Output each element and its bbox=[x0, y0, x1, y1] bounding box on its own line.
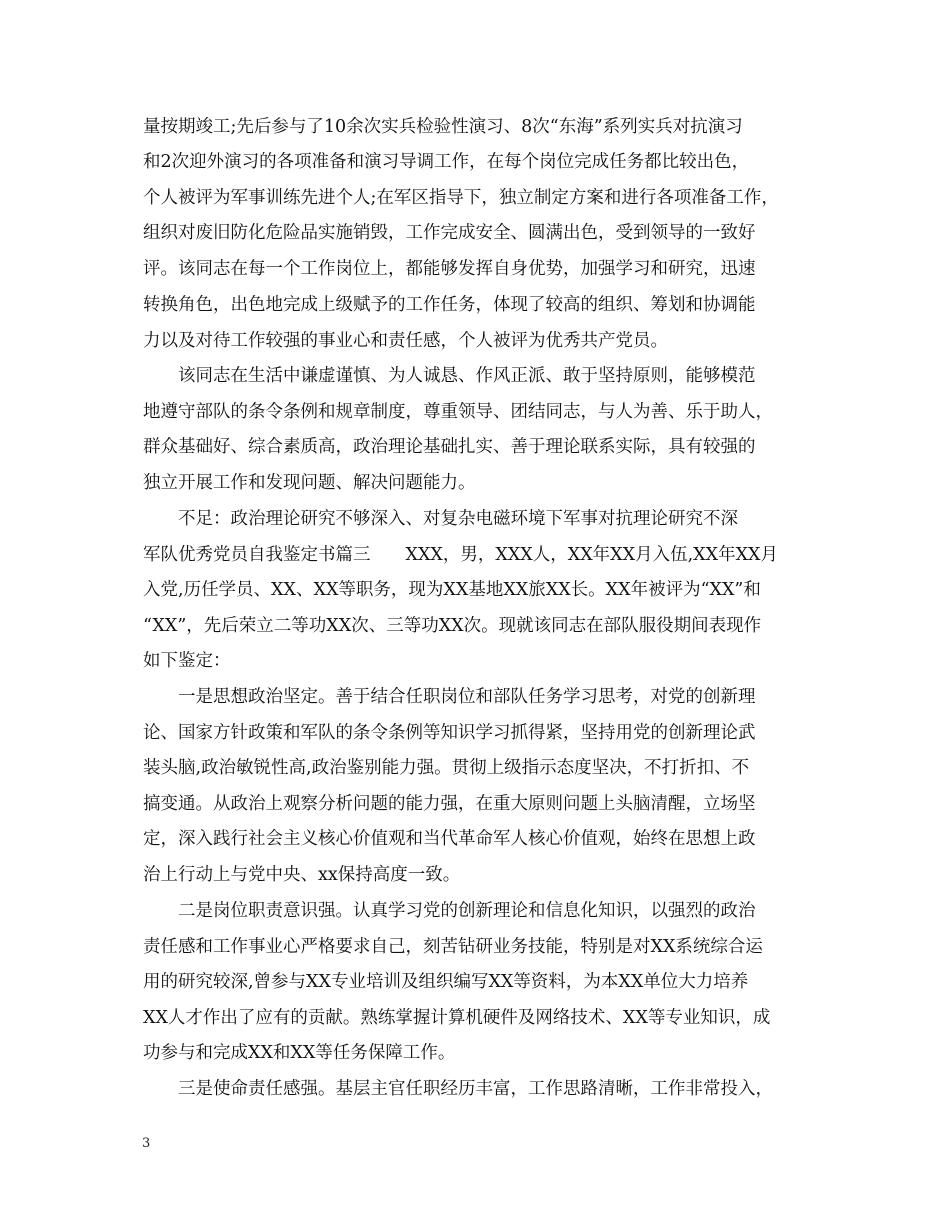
text-line: 治上行动上与党中央、xx保持高度一致。 bbox=[143, 865, 461, 885]
text-line: “XX”，先后荣立二等功XX次、三等功XX次。现就该同志在部队服役期间表现作 bbox=[143, 616, 762, 636]
text-line: 评。该同志在每一个工作岗位上，都能够发挥自身优势，加强学习和研究，迅速 bbox=[143, 259, 756, 279]
text-line: 定，深入践行社会主义核心价值观和当代革命军人核心价值观，始终在思想上政 bbox=[143, 829, 756, 849]
page-number: 3 bbox=[142, 1136, 151, 1151]
text-line: 地遵守部队的条令条例和规章制度，尊重领导、团结同志，与人为善、乐于助人， bbox=[143, 402, 773, 422]
paragraph-first-line: 二是岗位职责意识强。认真学习党的创新理论和信息化知识，以强烈的政治 bbox=[178, 901, 756, 921]
text-line: 独立开展工作和发现问题、解决问题能力。 bbox=[143, 473, 476, 493]
text-line: 量按期竣工;先后参与了10余次实兵检验性演习、8次“东海”系列实兵对抗演习 bbox=[143, 117, 743, 137]
text-line: 和2次迎外演习的各项准备和演习导调工作，在每个岗位完成任务都比较出色， bbox=[143, 152, 750, 172]
text-line: 入党,历任学员、XX、XX等职务，现为XX基地XX旅XX长。XX年被评为“XX”和 bbox=[143, 580, 761, 600]
text-line: 转换角色，出色地完成上级赋予的工作任务，体现了较高的组织、筹划和协调能 bbox=[143, 295, 756, 315]
section-title-line: 军队优秀党员自我鉴定书篇三 XXX，男，XXX人，XX年XX月入伍,XX年XX月 bbox=[143, 545, 778, 565]
text-line: 装头脑,政治敏锐性高,政治鉴别能力强。贯彻上级指示态度坚决，不打折扣、不 bbox=[143, 758, 750, 778]
text-line: XX人才作出了应有的贡献。熟练掌握计算机硬件及网络技术、XX等专业知识，成 bbox=[143, 1008, 771, 1028]
text-line: 责任感和工作事业心严格要求自己，刻苦钻研业务技能，特别是对XX系统综合运 bbox=[143, 937, 763, 957]
text-line: 如下鉴定： bbox=[143, 651, 231, 671]
paragraph-first-line: 不足：政治理论研究不够深入、对复杂电磁环境下军事对抗理论研究不深 bbox=[178, 509, 738, 529]
text-line: 搞变通。从政治上观察分析问题的能力强，在重大原则问题上头脑清醒，立场坚 bbox=[143, 794, 756, 814]
text-line: 论、国家方针政策和军队的条令条例等知识学习抓得紧，坚持用党的创新理论武 bbox=[143, 723, 756, 743]
text-line: 功参与和完成XX和XX等任务保障工作。 bbox=[143, 1043, 456, 1063]
text-line: 用的研究较深,曾参与XX专业培训及组织编写XX等资料，为本XX单位大力培养 bbox=[143, 972, 749, 992]
text-line: 群众基础好、综合素质高，政治理论基础扎实、善于理论联系实际，具有较强的 bbox=[143, 437, 756, 457]
paragraph-first-line: 该同志在生活中谦虚谨慎、为人诚恳、作风正派、敢于坚持原则，能够模范 bbox=[178, 366, 756, 386]
text-line: 个人被评为军事训练先进个人;在军区指导下，独立制定方案和进行各项准备工作， bbox=[143, 188, 779, 208]
text-line: 力以及对待工作较强的事业心和责任感，个人被评为优秀共产党员。 bbox=[143, 331, 668, 351]
text-line: 组织对废旧防化危险品实施销毁，工作完成安全、圆满出色，受到领导的一致好 bbox=[143, 223, 756, 243]
paragraph-first-line: 一是思想政治坚定。善于结合任职岗位和部队任务学习思考，对党的创新理 bbox=[178, 687, 756, 707]
paragraph-first-line: 三是使命责任感强。基层主官任职经历丰富，工作思路清晰，工作非常投入， bbox=[178, 1079, 773, 1099]
